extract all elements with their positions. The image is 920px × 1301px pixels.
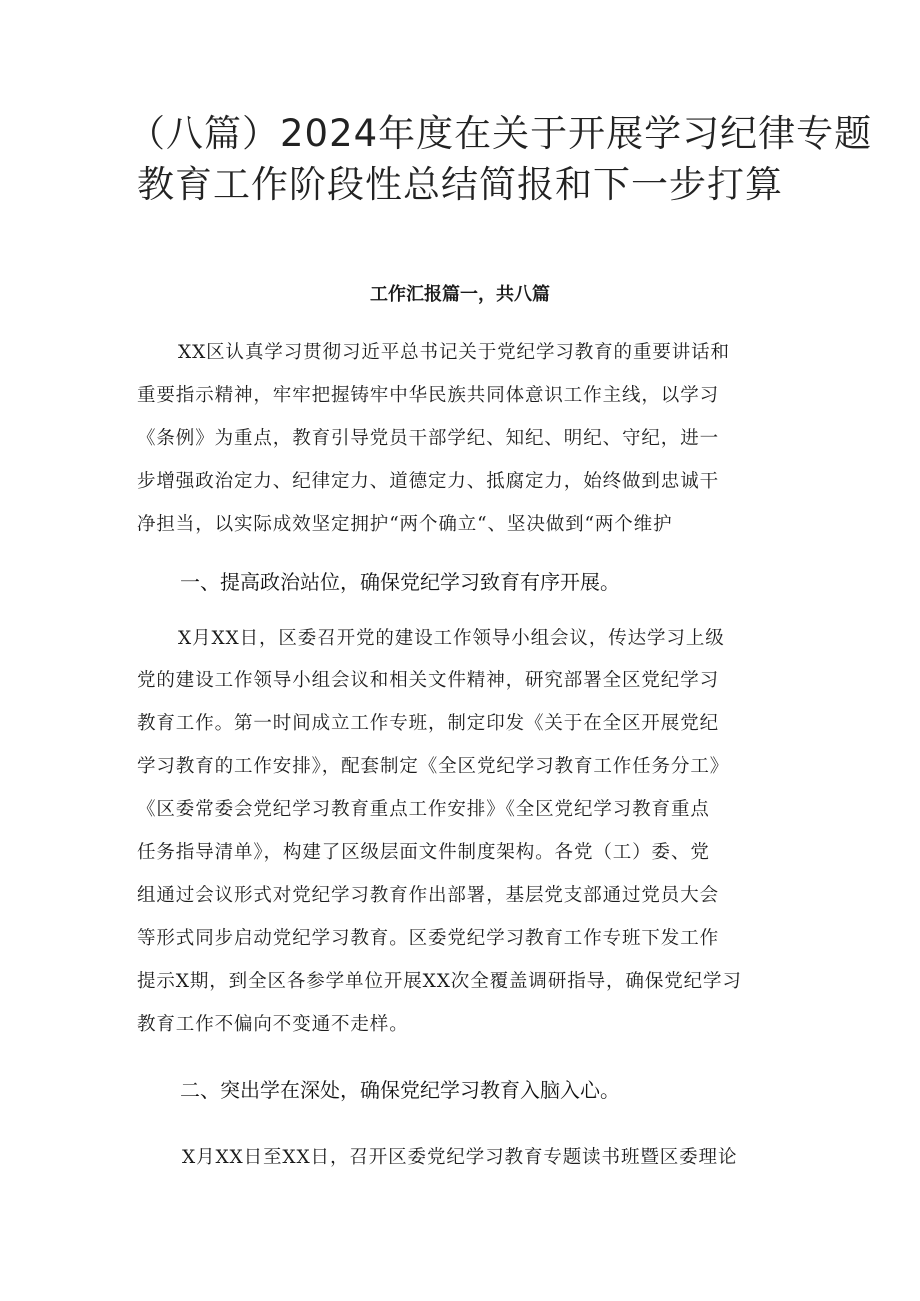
document-title-line-1: （八篇）2024年度在关于开展学习纪律专题 <box>128 112 873 155</box>
paragraph-line: X月XX日至XX日，召开区委党纪学习教育专题读书班暨区委理论 <box>182 1147 738 1168</box>
paragraph-line: 重要指示精神，牢牢把握铸牢中华民族共同体意识工作主线，以学习 <box>137 385 720 406</box>
section-1-heading: 一、提高政治站位，确保党纪学习致育有序开展。 <box>180 570 620 594</box>
document-subtitle: 工作汇报篇一，共八篇 <box>370 284 550 305</box>
paragraph-line: 步增强政治定力、纪律定力、道德定力、抵腐定力，始终做到忠诚干 <box>137 471 720 492</box>
document-title-line-2: 教育工作阶段性总结简报和下一步打算 <box>137 163 783 206</box>
paragraph-line: 教育工作。第一时间成立工作专班，制定印发《关于在全区开展党纪 <box>137 713 720 734</box>
paragraph-line: XX区认真学习贯彻习近平总书记关于党纪学习教育的重要讲话和 <box>178 342 730 363</box>
paragraph-line: 组通过会议形式对党纪学习教育作出部署，基层党支部通过党员大会 <box>137 885 720 906</box>
paragraph-line: 《条例》为重点，教育引导党员干部学纪、知纪、明纪、守纪，进一 <box>137 428 720 449</box>
section-2-heading: 二、突出学在深处，确保党纪学习教育入脑入心。 <box>180 1078 620 1102</box>
paragraph-line: 学习教育的工作安排》，配套制定《全区党纪学习教育工作任务分工》 <box>137 756 730 777</box>
paragraph-line: 等形式同步启动党纪学习教育。区委党纪学习教育工作专班下发工作 <box>137 928 720 949</box>
paragraph-line: 净担当，以实际成效坚定拥护“两个确立“、坚决做到“两个维护 <box>137 514 673 535</box>
paragraph-line: 《区委常委会党纪学习教育重点工作安排》《全区党纪学习教育重点 <box>137 799 710 820</box>
paragraph-line: 教育工作不偏向不变通不走样。 <box>137 1014 409 1035</box>
paragraph-line: 党的建设工作领导小组会议和相关文件精神，研究部署全区党纪学习 <box>137 670 720 691</box>
paragraph-line: 任务指导清单》，构建了区级层面文件制度架构。各党（工）委、党 <box>137 842 710 863</box>
paragraph-line: 提示X期，到全区各参学单位开展XX次全覆盖调研指导，确保党纪学习 <box>137 971 742 992</box>
paragraph-line: X月XX日，区委召开党的建设工作领导小组会议，传达学习上级 <box>178 628 725 649</box>
